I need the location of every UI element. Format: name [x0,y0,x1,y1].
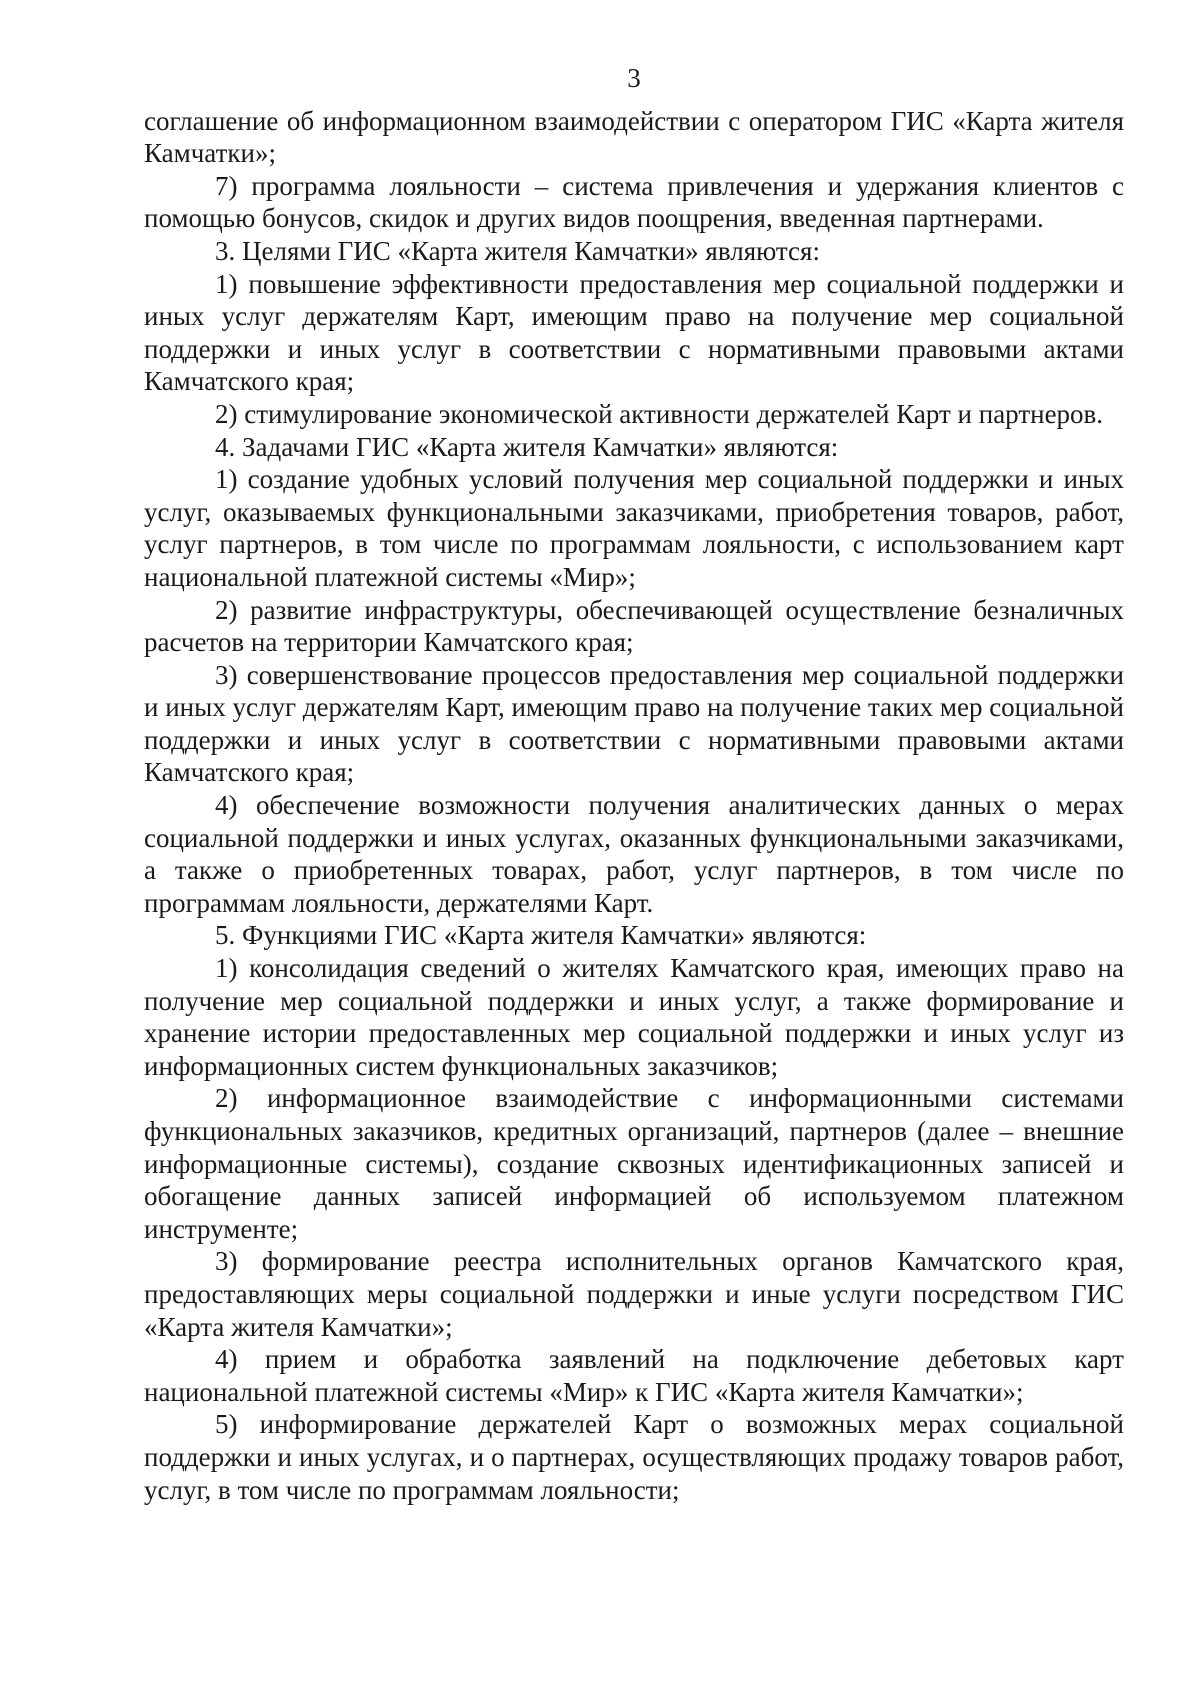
function-item-3: 3) формирование реестра исполнительных органов Камчатского края, предоставляющих меры социальной поддержки и иные услуги посредством ГИС «Карта жителя Камчатки»; [144,1246,1124,1342]
section-heading-4: 4. Задачами ГИС «Карта жителя Камчатки» являются: [215,431,839,462]
task-item-4: 4) обеспечение возможности получения аналитических данных о мерах социальной поддержки и иных услугах, оказанных функциональными заказчиками, а также о приобретенных товарах, работ, услуг партнеров, в том числе по программам лояльности, держателями Карт. [144,790,1124,918]
definition-item-7: 7) программа лояльности – система привлечения и удержания клиентов с помощью бонусов, скидок и других видов поощрения, введенная партнерами. [144,170,1124,234]
document-page [144,62,1124,1506]
goal-item-2: 2) стимулирование экономической активности держателей Карт и партнеров. [215,398,1104,429]
task-item-1: 1) создание удобных условий получения мер социальной поддержки и иных услуг, оказываемых функциональными заказчиками, приобретения товаров, работ, услуг партнеров, в том числе по программам лояльности, с использованием карт национальной платежной системы «Мир»; [144,464,1124,592]
section-heading-5: 5. Функциями ГИС «Карта жителя Камчатки» являются: [215,920,867,951]
page-number: 3 [627,63,641,93]
function-item-1: 1) консолидация сведений о жителях Камчатского края, имеющих право на получение мер социальной поддержки и иных услуг, а также формирование и хранение истории предоставленных мер социальной поддержки и иных услуг из информационных систем функциональных заказчиков; [144,953,1124,1081]
function-item-5: 5) информирование держателей Карт о возможных мерах социальной поддержки и иных услугах, и о партнерах, осуществляющих продажу товаров работ, услуг, в том числе по программам лояльности; [144,1409,1124,1505]
paragraph-continuation: соглашение об информационном взаимодействии с оператором ГИС «Карта жителя Камчатки»; [144,105,1124,169]
function-item-2: 2) информационное взаимодействие с информационными системами функциональных заказчиков, кредитных организаций, партнеров (далее – внешние информационные системы), создание сквозных идентификационных записей и обогащение данных записей информацией об используемом платежном инструменте; [144,1083,1124,1244]
task-item-2: 2) развитие инфраструктуры, обеспечивающей осуществление безналичных расчетов на территории Камчатского края; [144,594,1124,658]
section-heading-3: 3. Целями ГИС «Карта жителя Камчатки» являются: [215,235,820,266]
document-body [144,105,1124,1507]
goal-item-1: 1) повышение эффективности предоставления мер социальной поддержки и иных услуг держателям Карт, имеющим право на получение мер социальной поддержки и иных услуг в соответствии с нормативными правовыми актами Камчатского края; [144,268,1124,397]
function-item-4: 4) прием и обработка заявлений на подключение дебетовых карт национальной платежной системы «Мир» к ГИС «Карта жителя Камчатки»; [144,1344,1124,1407]
task-item-3: 3) совершенствование процессов предоставления мер социальной поддержки и иных услуг держателям Карт, имеющим право на получение таких мер социальной поддержки и иных услуг в соответствии с нормативными правовыми актами Камчатского края; [144,659,1124,788]
